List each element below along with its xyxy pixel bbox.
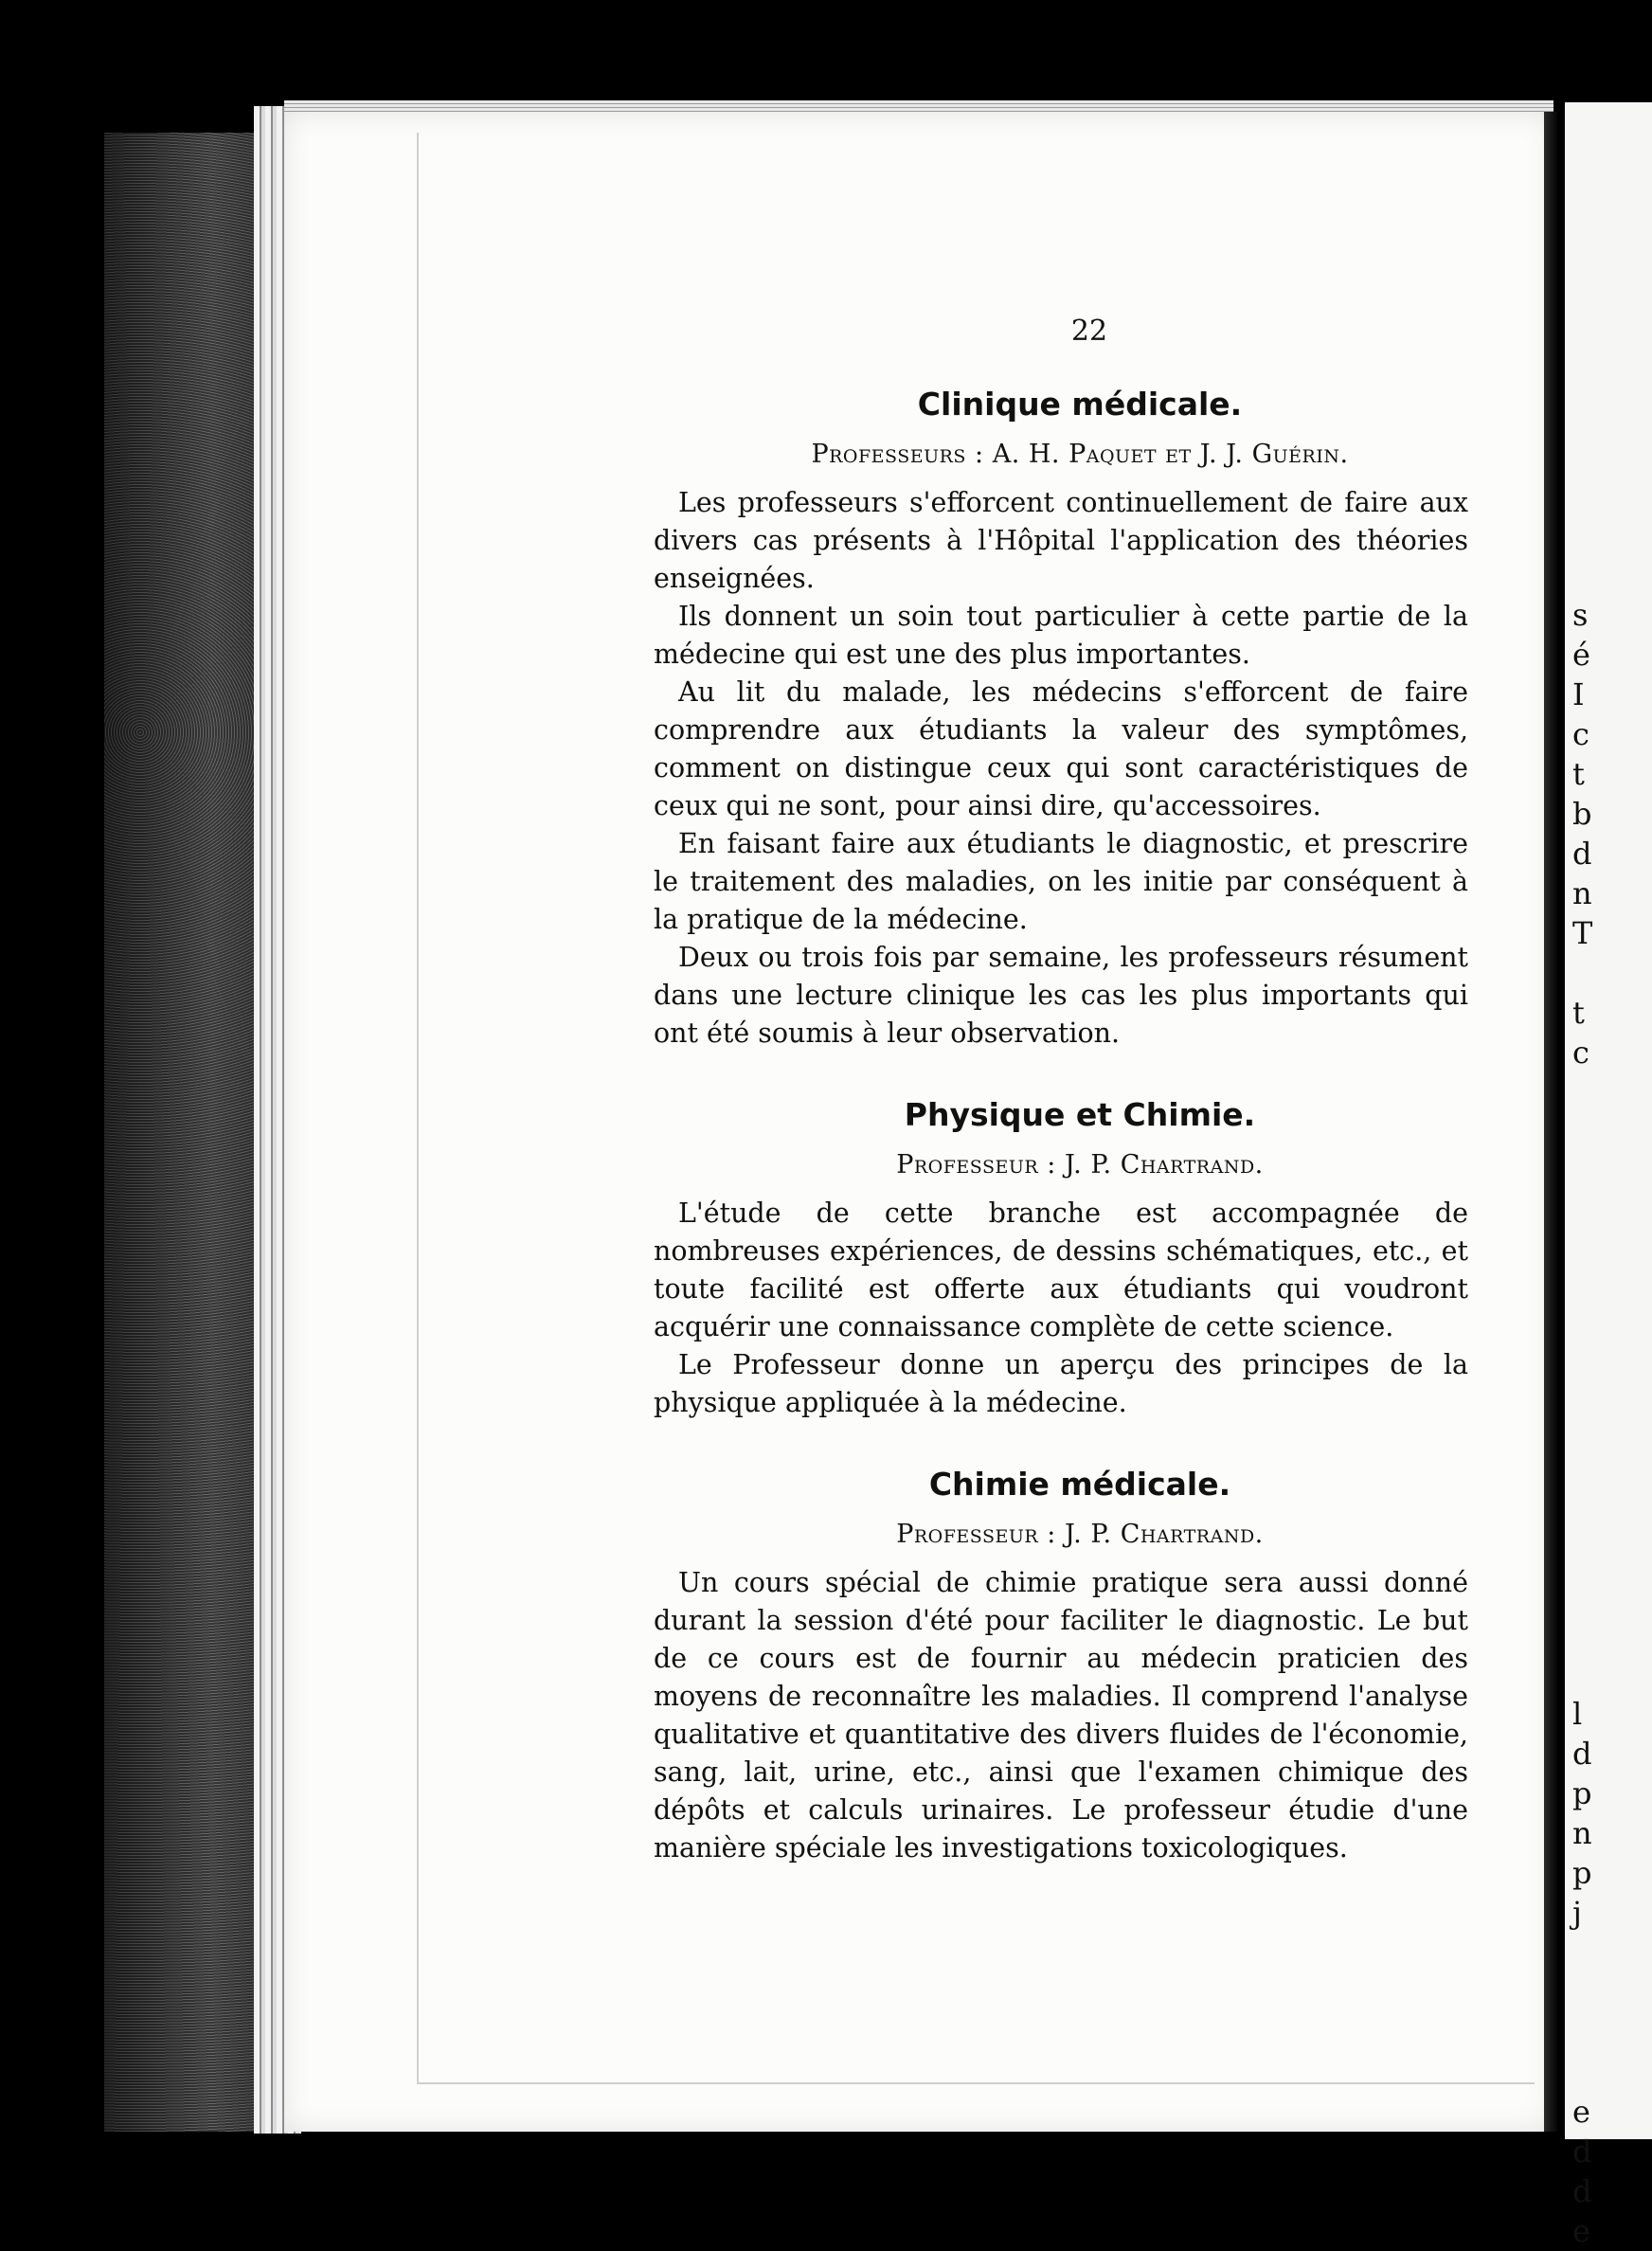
paragraph: Le Professeur donne un aperçu des principes de la physique appliquée à la médecine. <box>654 1349 1468 1418</box>
section-clinique-medicale <box>654 386 1468 1053</box>
page-inner-rule-bottom <box>417 2082 1535 2084</box>
section-physique-et-chimie <box>654 1096 1468 1422</box>
paragraph: Les professeurs s'efforcent continuellement de faire aux divers cas présents à l'Hôpital l'application des théories enseignées. <box>654 487 1468 594</box>
facing-page-fragment <box>1565 102 1652 2249</box>
paragraph: Deux ou trois fois par semaine, les professeurs résument dans une lecture clinique les cas les plus importants qui ont été soumis à leur observation. <box>654 942 1468 1049</box>
section-professors: Professeur : J. P. Chartrand. <box>896 1520 1264 1549</box>
paragraph: Ils donnent un soin tout particulier à cette partie de la médecine qui est une des plus importantes. <box>654 601 1468 670</box>
section-chimie-medicale <box>654 1466 1468 1867</box>
facing-page-text-bottom: l d p n p j e d d e <box>1572 1696 1592 2249</box>
page-content <box>654 303 1468 1911</box>
paragraph: Au lit du malade, les médecins s'efforcent de faire comprendre aux étudiants la valeur des symptômes, comment on distingue ceux qui sont caractéristiques de ceux qui ne sont, pour ainsi dire, qu'accessoires. <box>654 676 1468 821</box>
paragraph: En faisant faire aux étudiants le diagnostic, et prescrire le traitement des maladies, on les initie par conséquent à la pratique de la médecine. <box>654 828 1468 935</box>
section-title: Chimie médicale. <box>928 1466 1231 1503</box>
section-professors: Professeurs : A. H. Paquet et J. J. Guérin. <box>811 440 1349 469</box>
section-title: Physique et Chimie. <box>904 1096 1256 1133</box>
page-inner-rule-left <box>417 133 419 2084</box>
section-professors: Professeur : J. P. Chartrand. <box>896 1150 1264 1180</box>
facing-page-text-top: s é I c t b d n T t c <box>1572 597 1593 1071</box>
page-number: 22 <box>1070 315 1108 348</box>
book-gutter <box>1544 112 1557 2132</box>
paragraph: L'étude de cette branche est accompagnée de nombreuses expériences, de dessins schématiques, etc., et toute facilité est offerte aux étudiants qui voudront acquérir une connaissance complète de cette science. <box>654 1198 1468 1342</box>
section-title: Clinique médicale. <box>917 386 1243 423</box>
paragraph: Un cours spécial de chimie pratique sera aussi donné durant la session d'été pour faciliter le diagnostic. Le but de ce cours est de fournir au médecin praticien des moyens de reconnaître les maladies. Il comprend l'analyse qualitative et quantitative des divers fluides de l'économie, sang, lait, urine, etc., ainsi que l'examen chimique des dépôts et calculs urinaires. Le professeur étudie d'une manière spéciale les investigations toxicologiques. <box>654 1567 1468 1864</box>
